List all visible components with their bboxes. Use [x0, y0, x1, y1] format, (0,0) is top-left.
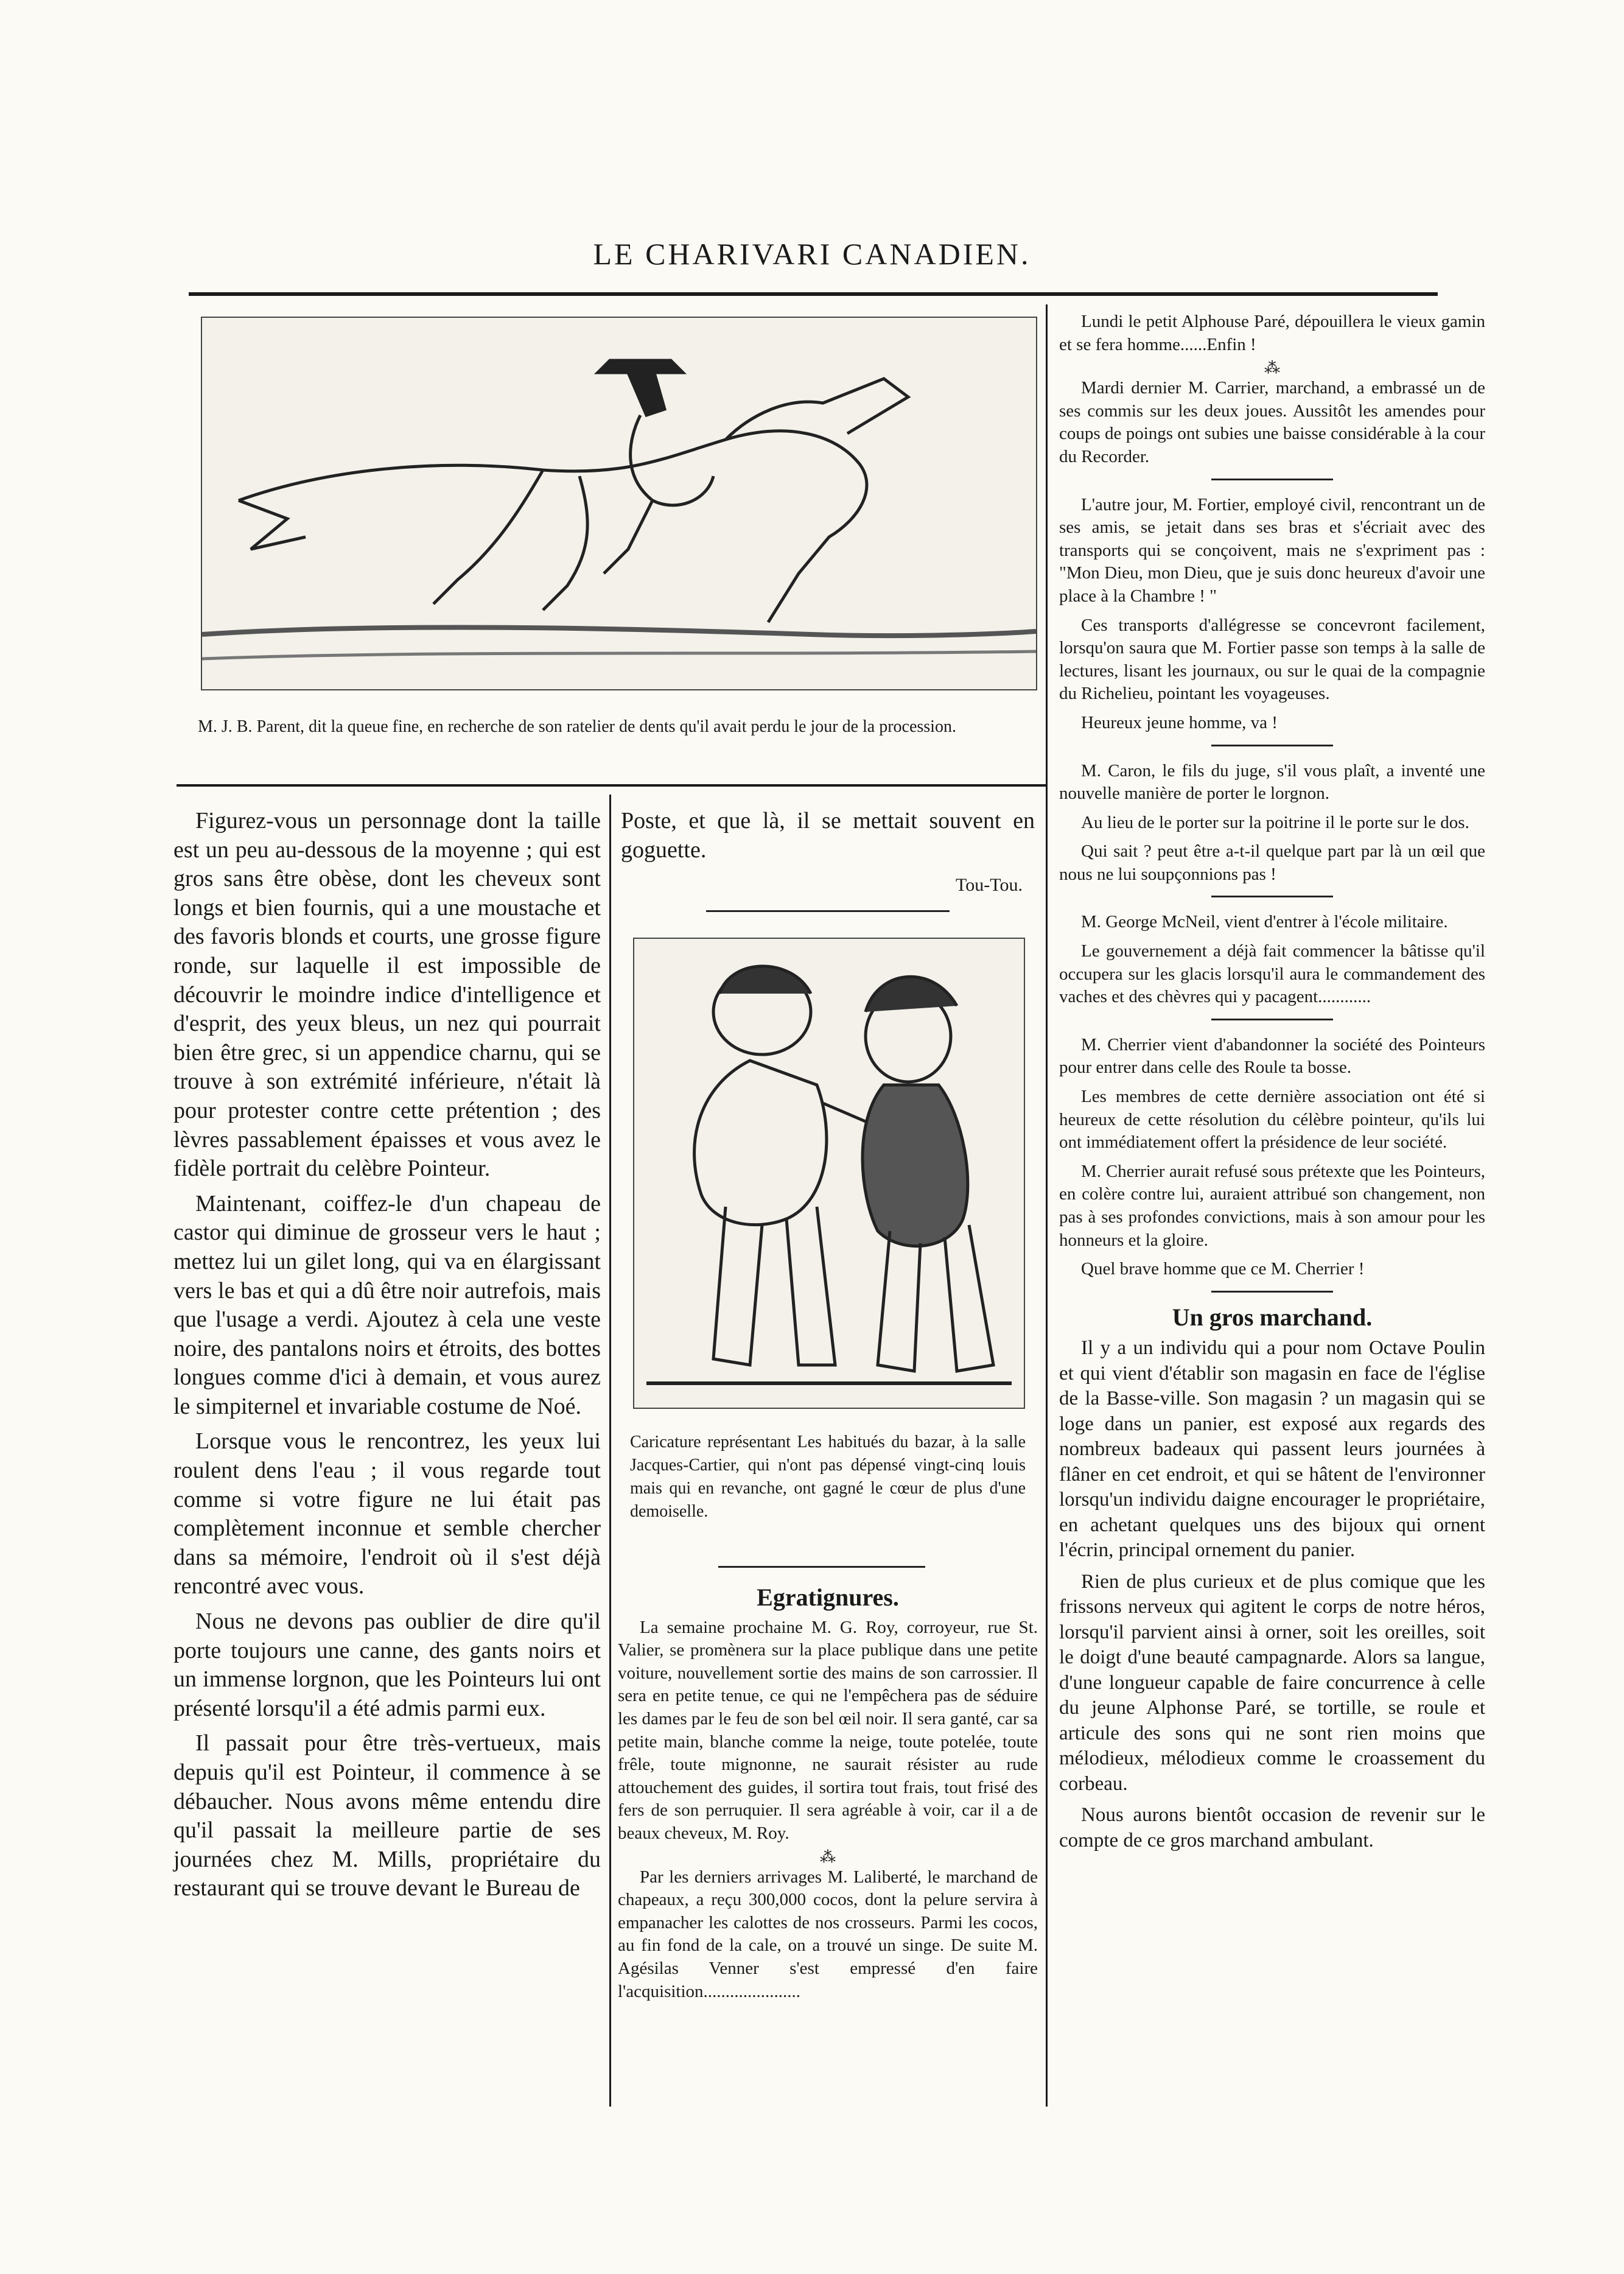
right-paragraph: Le gouvernement a déjà fait commencer la bâtisse qu'il occupera sur les glacis lorsqu'il aura le commandement des vaches et des chèvres qui y pacagent............ — [1059, 941, 1485, 1007]
egratignures-title: Egratignures. — [757, 1584, 899, 1611]
gros-marchand-paragraph: Nous aurons bientôt occasion de revenir sur le compte de ce gros marchand ambulant. — [1059, 1804, 1485, 1851]
horse-rider-engraving — [202, 318, 1036, 689]
pointeur-paragraph: Lorsque vous le rencontrez, les yeux lui roulent dens l'eau ; il vous regarde tout comme si votre figure ne lui était pas complètement inconnue et semble chercher dans sa mémoire, l'endroit où il s'est déjà rencontré avec vous. — [173, 1428, 601, 1599]
right-paragraph: Heureux jeune homme, va ! — [1081, 712, 1278, 732]
caricature-caption: Caricature représentant Les habitués du bazar, à la salle Jacques-Cartier, qui n'ont pas dépensé vingt-cinq louis mais qui en revanche, ont gagné le cœur de plus d'une demoiselle. — [630, 1433, 1026, 1521]
pointeur-continuation-text: Poste, et que là, il se mettait souvent en goguette. — [621, 808, 1035, 863]
right-paragraph: Ces transports d'allégresse se concevront facilement, lorsqu'on saura que M. Fortier passe son temps à la salle de lectures, lisant les journaux, ou sur le quai de la compagnie du Richelieu, pointant les voyageuses. — [1059, 615, 1485, 704]
pointeur-signature: Tou-Tou. — [956, 875, 1023, 896]
right-paragraph: Quel brave homme que ce M. Cherrier ! — [1081, 1259, 1365, 1279]
gros-marchand-title: Un gros marchand. — [1172, 1303, 1373, 1331]
horse-rider-illustration — [201, 317, 1037, 690]
right-paragraph: M. Cherrier aurait refusé sous prétexte que les Pointeurs, en colère contre lui, auraient attribué son changement, non pas à ses profondes convictions, mais à son amour pour les honneurs et la gloire. — [1059, 1161, 1485, 1250]
column-rule-1 — [609, 795, 611, 2107]
pointeur-paragraph: Il passait pour être très-vertueux, mais depuis qu'il est Pointeur, il commence à se débaucher. Nous avons même entendu dire qu'il passait la meilleure partie de ses journées chez M. Mills, propriétaire du restaurant qui se trouve devant le Bureau de — [173, 1730, 601, 1901]
right-paragraph: Les membres de cette dernière association ont été si heureux de cette résolution du célèbre pointeur, qu'ils lui ont immédiatement offert la présidence de leur société. — [1059, 1087, 1485, 1153]
column-rule-2 — [1046, 304, 1048, 2107]
caption-separator-rule — [177, 784, 1047, 787]
page-title: LE CHARIVARI CANADIEN. — [593, 237, 1031, 271]
egratignures-paragraph: La semaine prochaine M. G. Roy, corroyeur, rue St. Valier, se promènera sur la place publique dans une petite voiture, nouvellement sortie des mains de son carrossier. Il sera en petite tenue, ce qui ne l'empêchera pas de séduire les dames par le feu de son bel œil noir. Il sera ganté, car sa petite main, blanche comme la neige, toute potelée, toute frêle, toute mignonne, ne saurait résister au rude attouchement des guides, il sortira tout frais, tout frisé des fers de son perruquier. Il sera agréable à voir, car il a de beaux cheveux, M. Roy. — [618, 1617, 1038, 1843]
asterism: ⁂ — [820, 1848, 836, 1866]
gros-marchand-body — [1059, 1336, 1485, 1853]
right-paragraph: L'autre jour, M. Fortier, employé civil, rencontrant un de ses amis, se jetait dans ses bras et s'écriait avec des transports qui se conçoivent, mais ne s'expriment pas : "Mon Dieu, mon Dieu, que je suis donc heureux d'avoir une place à la Chambre ! " — [1059, 494, 1485, 606]
pointeur-continuation — [621, 807, 1035, 900]
caricature-illustration — [633, 938, 1025, 1409]
section-rule — [1211, 1019, 1333, 1020]
pointeur-paragraph: Figurez-vous un personnage dont la taille est un peu au-dessous de la moyenne ; qui est gros sans être obèse, dont les cheveux sont longs et bien fournis, qui a une moustache et des favoris blonds et courts, une grosse figure ronde, sur laquelle il est impossible de découvrir le moindre indice d'intelligence et d'esprit, des yeux bleus, un nez qui pourrait bien être grec, si un appendice charnu, qui se trouve à son extrémité inférieure, n'était là pour protester contre cette prétention ; des lèvres passablement épaisses et vous avez le fidèle portrait du celèbre Pointeur. — [173, 808, 601, 1182]
right-paragraph: Lundi le petit Alphouse Paré, dépouillera le vieux gamin et se fera homme......Enfin ! — [1059, 312, 1485, 354]
pointeur-paragraph: Nous ne devons pas oublier de dire qu'il porte toujours une canne, des gants noirs et un immense lorgnon, que les Pointeurs lui ont présenté lorsqu'il a été admis parmi eux. — [173, 1609, 601, 1721]
right-paragraph: Mardi dernier M. Carrier, marchand, a embrassé un de ses commis sur les deux joues. Aussitôt les amendes pour coups de poings ont subies une baisse considérable à la cour du Recorder. — [1059, 378, 1485, 466]
gros-marchand-paragraph: Rien de plus curieux et de plus comique que les frissons nerveux qui agitent le corps de notre héros, lorsqu'il parvient ainsi à orner, soit les oreilles, soit le doigt d'une beauté campagnarde. Alors sa langue, d'une longueur capable de faire concurrence à celle du jeune Alphonse Paré, se tortille, se roule et articule des sons qui ne sont rien moins que mélodieux, mélodieux comme le croassement du corbeau. — [1059, 1570, 1485, 1795]
asterism: ⁂ — [1264, 359, 1280, 377]
gros-marchand-paragraph: Il y a un individu qui a pour nom Octave Poulin et qui vient d'établir son magasin en face de l'église de la Basse-ville. Son magasin ? un magasin qui se loge dans un panier, est exposé aux regards des nombreux badeaux qui passent leurs journées à flâner en cet endroit, et qui se hâtent de l'environner lorsqu'un individu daigne encourager le propriétaire, en achetant quelques uns des bijoux qui ornent l'écrin, principal ornement du panier. — [1059, 1337, 1485, 1562]
section-rule — [1211, 896, 1333, 897]
two-caricature-figures — [634, 939, 1024, 1408]
pointeur-paragraph: Maintenant, coiffez-le d'un chapeau de castor qui diminue de grosseur vers le haut ; mettez lui un gilet long, qui va en élargissant vers le bas et qui a dû être noir autrefois, mais que l'usage a verdi. Ajoutez à cela une veste noire, des pantalons noirs et étroits, des bottes longues comme d'ici à demain, et vous aurez le simpiternel et invariable costume de Noé. — [173, 1190, 601, 1419]
right-paragraph: Qui sait ? peut être a-t-il quelque part par là un œil que nous ne lui soupçonnions pas ! — [1059, 841, 1485, 884]
section-rule — [706, 910, 950, 912]
right-paragraph: Au lieu de le porter sur la poitrine il le porte sur le dos. — [1081, 812, 1469, 832]
header-rule — [189, 292, 1438, 296]
egratignures-paragraph: Par les derniers arrivages M. Laliberté, le marchand de chapeaux, a reçu 300,000 cocos, dont la pelure servira à empanacher les calottes de nos crosseurs. Parmi les cocos, au fin fond de la cale, on a trouvé un singe. De suite M. Agésilas Venner s'est empressé d'en faire l'acquisition...................... — [618, 1867, 1038, 2001]
right-paragraph: M. Cherrier vient d'abandonner la société des Pointeurs pour entrer dans celle des Roule ta bosse. — [1059, 1034, 1485, 1078]
egratignures-section — [618, 1586, 1038, 2009]
right-paragraph: M. George McNeil, vient d'entrer à l'école militaire. — [1081, 912, 1448, 932]
right-paragraph: M. Caron, le fils du juge, s'il vous plaît, a inventé une nouvelle manière de porter le lorgnon. — [1059, 760, 1485, 804]
section-rule — [1211, 745, 1333, 746]
section-rule — [1211, 1291, 1333, 1293]
pointeur-article — [173, 807, 601, 1909]
section-rule — [718, 1566, 925, 1568]
right-column — [1059, 311, 1485, 1859]
section-rule — [1211, 479, 1333, 480]
top-illustration-caption: M. J. B. Parent, dit la queue fine, en recherche de son ratelier de dents qu'il avait perdu le jour de la procession. — [198, 717, 956, 736]
